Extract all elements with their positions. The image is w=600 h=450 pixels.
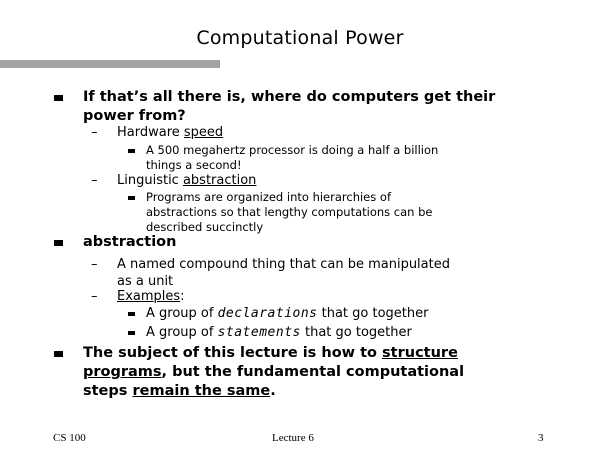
detail-processor-speed — [146, 143, 546, 173]
underlined-term: Examples — [117, 289, 181, 304]
bullet-text-line: abstraction — [83, 234, 177, 250]
bullet-text-line — [83, 344, 563, 363]
example-text: A group of — [146, 306, 218, 321]
detail-text-line: things a second! — [146, 158, 242, 172]
detail-program-hierarchies — [146, 190, 546, 235]
slide-title: Computational Power — [196, 27, 404, 49]
underlined-term: remain the same — [132, 383, 271, 399]
example-text: that go together — [317, 306, 429, 321]
sub-bullet-text: A named compound thing that can be manipulated — [117, 257, 450, 272]
square-bullet-icon — [128, 149, 135, 153]
detail-text-line: Programs are organized into hierarchies of — [146, 190, 391, 204]
sub-bullet-linguistic-abstraction — [91, 172, 557, 189]
dash-bullet-icon: – — [91, 125, 98, 140]
dash-bullet-icon: – — [91, 173, 98, 188]
dash-bullet-icon: – — [91, 257, 98, 272]
square-bullet-icon — [128, 312, 135, 316]
example-text: that go together — [300, 325, 412, 340]
underlined-term: programs — [83, 364, 162, 380]
bullet-power-question — [83, 88, 563, 126]
sub-bullet-examples — [91, 288, 557, 305]
underlined-term: speed — [183, 125, 224, 140]
underlined-term: structure — [382, 345, 458, 361]
sub-bullet-text: Hardware — [117, 125, 184, 140]
sub-bullet-text: : — [180, 289, 185, 304]
square-bullet-icon — [54, 351, 63, 357]
footer-course: CS 100 — [53, 432, 86, 444]
code-term: statements — [217, 325, 301, 340]
bullet-lecture-subject — [83, 344, 563, 401]
footer-page-number: 3 — [538, 432, 544, 444]
bullet-text-line: power from? — [83, 108, 186, 124]
detail-text-line: A 500 megahertz processor is doing a half a billion — [146, 143, 439, 157]
detail-text-line: abstractions so that lengthy computations can be — [146, 205, 433, 219]
sub-bullet-text: Linguistic — [117, 173, 183, 188]
example-statements — [146, 324, 546, 341]
footer-lecture: Lecture 6 — [272, 432, 314, 444]
example-declarations — [146, 305, 546, 322]
example-text: A group of — [146, 325, 218, 340]
square-bullet-icon — [54, 95, 63, 101]
bullet-text-line: If that’s all there is, where do computers get their — [83, 89, 496, 105]
detail-text-line: described succinctly — [146, 220, 264, 234]
bullet-text-line — [83, 363, 563, 382]
square-bullet-icon — [54, 240, 63, 246]
bullet-text-line — [83, 382, 563, 401]
code-term: declarations — [217, 306, 318, 321]
square-bullet-icon — [128, 196, 135, 200]
dash-bullet-icon: – — [91, 289, 98, 304]
bullet-text: The subject of this lecture is how to — [83, 345, 383, 361]
bullet-text: , but the fundamental computational — [161, 364, 465, 380]
square-bullet-icon — [128, 331, 135, 335]
underlined-term: abstraction — [182, 173, 257, 188]
sub-bullet-abstraction-definition — [91, 256, 557, 290]
sub-bullet-text: as a unit — [117, 274, 174, 289]
bullet-text: . — [270, 383, 276, 399]
title-accent-bar — [0, 60, 220, 68]
bullet-text: steps — [83, 383, 133, 399]
sub-bullet-hardware-speed — [91, 124, 557, 141]
bullet-abstraction — [83, 233, 563, 252]
